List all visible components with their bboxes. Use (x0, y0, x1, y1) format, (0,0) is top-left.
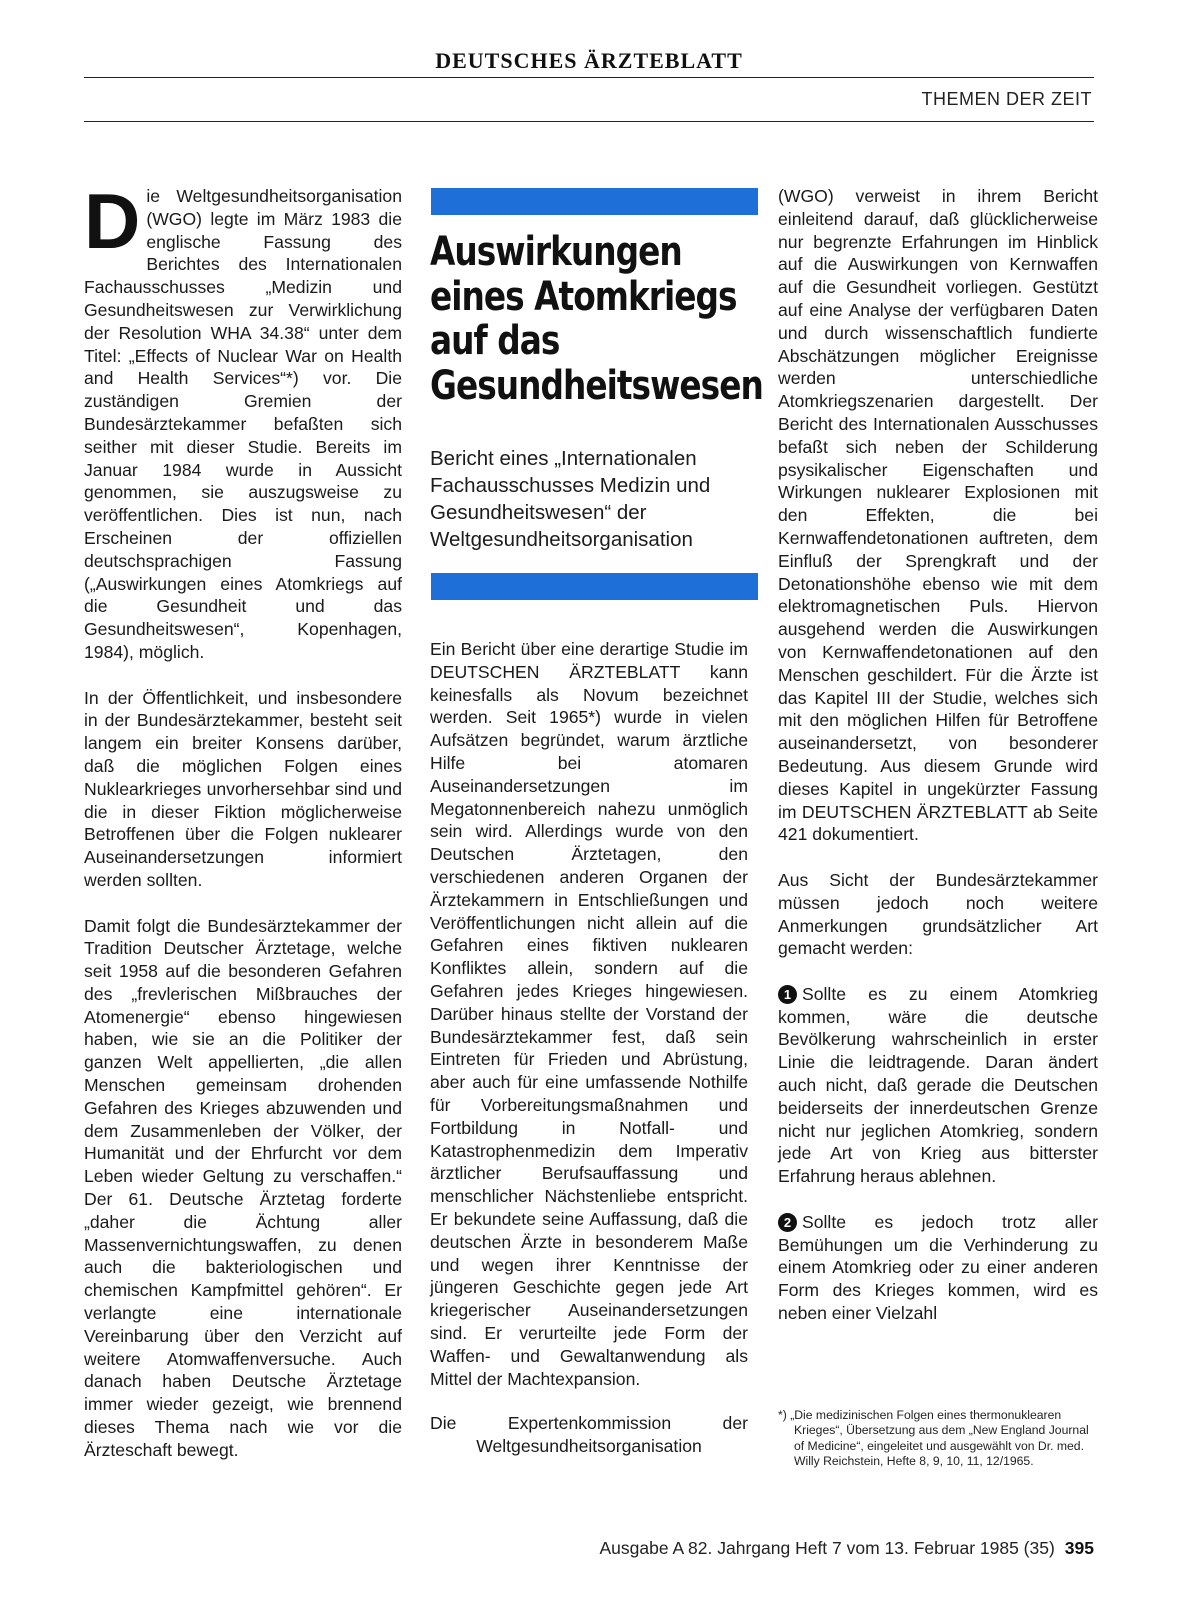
item-text: Sollte es zu einem Atomkrieg kommen, wäre die deutsche Bevölkerung wahrscheinlich in erster Linie die leidtragende. Daran ändert auch nicht, daß gerade die Deutschen beiderseits der innerdeutschen Grenze nicht nur jeglichen Atomkrieg, sondern jede Art von Krieg aus bitterster Erfahrung heraus ablehnen. (778, 983, 1098, 1187)
paragraph: (WGO) verweist in ihrem Bericht einleitend darauf, daß glücklicherweise nur begrenzte Erfahrungen im Hinblick auf die Auswirkungen von Kernwaffen auf die Gesundheit vorliegen. Gestützt auf eine Analyse der verfügbaren Daten und durch wissenschaftlich fundierte Abschätzungen möglicher Ereignisse werden unterschiedliche Atomkriegszenarien dargestellt. Der Bericht des Internationalen Ausschusses befaßt sich neben der Schilderung psysikalischer Eigenschaften und Wirkungen nuklearer Explosionen mit den Effekten, die bei Kernwaffendetonationen auftreten, dem Einfluß der Sprengkraft und der Detonationshöhe ebenso wie mit dem elektromagnetischen Puls. Hiervon ausgehend werden die Auswirkungen von Kernwaffendetonationen auf den Menschen geschildert. Für die Ärzte ist das Kapitel III der Studie, welches sich mit den möglichen Hilfen für Betroffene auseinandersetzt, von besonderer Bedeutung. Aus diesem Grunde wird dieses Kapitel in ungekürzter Fassung im DEUTSCHEN ÄRZTEBLATT ab Seite 421 dokumentiert. (778, 186, 1098, 845)
title-line: Auswirkungen (430, 229, 682, 275)
paragraph: Die Expertenkommission der Weltgesundheitsorganisation (430, 1413, 748, 1457)
numbered-item-2 (778, 1211, 1098, 1325)
section-label: THEMEN DER ZEIT (921, 89, 1092, 109)
page-footer (600, 1538, 1095, 1559)
column-2 (430, 638, 748, 1458)
title-accent-bar-bottom (431, 573, 758, 600)
paragraph: In der Öffentlichkeit, und insbesondere in der Bundesärztekammer, besteht seit langem ein breiter Konsens darüber, daß die möglichen Folgen eines Nuklearkrieges unvorhersehbar sind und die in dieser Fiktion möglicherweise Betroffenen über die Folgen nuklearer Auseinandersetzungen informiert werden sollten. (84, 687, 402, 890)
number-badge-icon: 2 (778, 1213, 797, 1232)
title-line: eines Atomkriegs (430, 273, 737, 320)
page-number: 395 (1064, 1538, 1094, 1558)
article-subtitle: Bericht eines „Internationalen Fachausschusses Medizin und Gesundheitswesen“ der Weltgesundheitsorganisation (430, 447, 711, 551)
title-line: auf das (430, 318, 560, 364)
title-accent-bar-top (431, 188, 758, 215)
title-line: Gesundheitswesen (430, 362, 763, 409)
number-badge-icon: 1 (778, 985, 797, 1004)
masthead-rule (84, 77, 1094, 78)
column-3 (778, 185, 1098, 1325)
masthead: DEUTSCHES ÄRZTEBLATT (435, 48, 743, 73)
article-title (430, 230, 766, 408)
paragraph: Damit folgt die Bundesärztekammer der Tradition Deutscher Ärztetage, welche seit 1958 auf die besonderen Gefahren des „frevlerischen Mißbrauches der Atomenergie“ ebenso hingewiesen haben, wie sie an die Politiker der ganzen Welt appellierten, „die allen Menschen gemeinsam drohenden Gefahren des Krieges abzuwenden und dem Zusammenleben der Völker, der Humanität und der Ehrfurcht vor dem Leben wieder Geltung zu verschaffen.“ Der 61. Deutsche Ärztetag forderte „daher die Ächtung aller Massenvernichtungswaffen, zu denen auch die bakteriologischen und chemischen Kampfmittel gehören“. Er verlangte eine internationale Vereinbarung über den Verzicht auf weitere Atomwaffenversuche. Auch danach haben Deutsche Ärztetage immer wieder gezeigt, wie brennend dieses Thema nach wie vor die Ärzteschaft bewegt. (84, 915, 402, 1460)
intro-text: ie Weltgesundheitsorganisation (WGO) legte im März 1983 die englische Fassung des Berichtes des Internationalen Fachausschusses „Medizin und Gesundheitswesen zur Verwirklichung der Resolution WHA 34.38“ unter dem Titel: „Effects of Nuclear War on Health and Health Services“*) vor. Die zuständigen Gremien der Bundesärztekammer befaßten sich seither mit dieser Studie. Bereits im Januar 1984 wurde in Aussicht genommen, sie auszugsweise zu veröffentlichen. Dies ist nun, nach Erscheinen der offiziellen deutschsprachigen Fassung („Auswirkungen eines Atomkriegs auf die Gesundheit und das Gesundheitswesen“, Kopenhagen, 1984), möglich. (84, 186, 402, 662)
drop-cap: D (84, 177, 141, 265)
intro-paragraph (84, 177, 402, 664)
header-rule (84, 121, 1094, 122)
numbered-item-1 (778, 983, 1098, 1188)
issue-info: Ausgabe A 82. Jahrgang Heft 7 vom 13. Februar 1985 (35) (599, 1538, 1055, 1558)
column-1 (84, 177, 402, 1462)
paragraph: Aus Sicht der Bundesärztekammer müssen jedoch noch weitere Anmerkungen grundsätzlicher Art gemacht werden: (778, 869, 1098, 959)
footnote: *) „Die medizinischen Folgen eines thermonuklearen Krieges“, Übersetzung aus dem „New England Journal of Medicine“, eingeleitet und ausgewählt von Dr. med. Willy Reichstein, Hefte 8, 9, 10, 11, 12/1965. (778, 1408, 1089, 1469)
paragraph: Ein Bericht über eine derartige Studie im DEUTSCHEN ÄRZTEBLATT kann keinesfalls als Novum bezeichnet werden. Seit 1965*) wurde in vielen Aufsätzen begründet, warum ärztliche Hilfe bei atomaren Auseinandersetzungen im Megatonnenbereich nahezu unmöglich sein wird. Allerdings wurde von den Deutschen Ärztetagen, den verschiedenen anderen Organen der Ärztekammern in Entschließungen und Veröffentlichungen nicht allein auf die Gefahren eines fiktiven nuklearen Konfliktes allein, sondern auf die Gefahren jedes Krieges hingewiesen. Darüber hinaus stellte der Vorstand der Bundesärztekammer fest, daß sein Eintreten für Frieden und Abrüstung, aber auch für eine umfassende Nothilfe für Vorbereitungsmaßnahmen und Fortbildung in Notfall- und Katastrophenmedizin dem Imperativ ärztlicher Berufsauffassung und menschlicher Nächstenliebe entspricht. Er bekundete seine Auffassung, daß die deutschen Ärzte in besonderem Maße und wegen ihrer Kenntnisse der jüngeren Geschichte gegen jede Art kriegerischer Auseinandersetzungen sind. Er verurteilte jede Form der Waffen- und Gewaltanwendung als Mittel der Machtexpansion. (430, 639, 748, 1389)
item-text: Sollte es jedoch trotz aller Bemühungen um die Verhinderung zu einem Atomkrieg oder zu einer anderen Form des Krieges kommen, wird es neben einer Vielzahl (778, 1211, 1098, 1324)
